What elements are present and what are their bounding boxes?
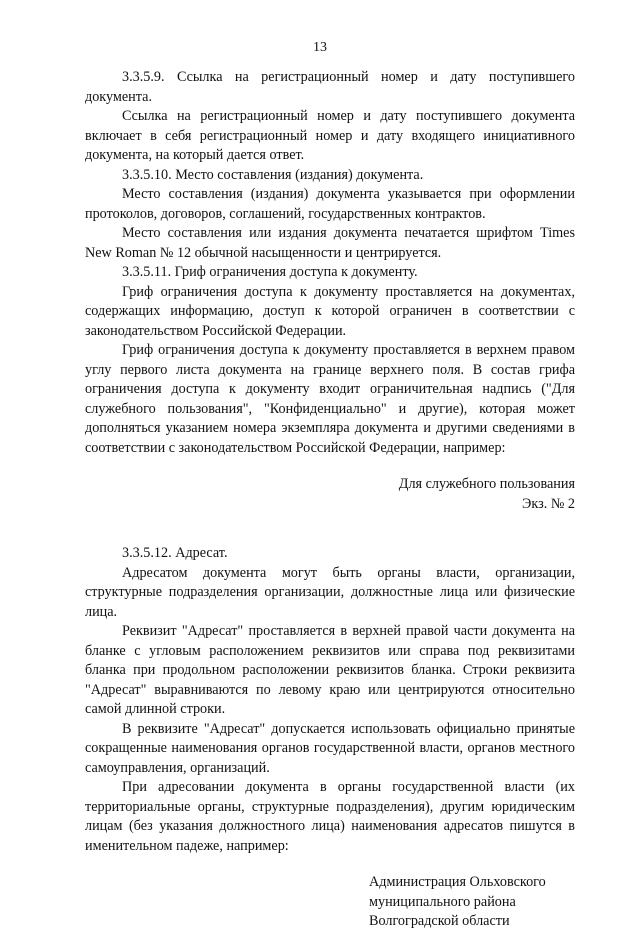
- paragraph: При адресовании документа в органы государственной власти (их территориальные органы, структурные подразделения), другим юридическим лицам (без указания должностного лица) наименования адресатов пишутся в именительном падеже, например:: [85, 779, 575, 854]
- paragraph: Место составления (издания) документа указывается при оформлении протоколов, договоров, соглашений, государственных контрактов.: [85, 186, 575, 222]
- paragraph-heading-3-3-5-12: 3.3.5.12. Адресат.: [122, 545, 228, 561]
- paragraph: В реквизите "Адресат" допускается использовать официально принятые сокращенные наименования органов государственной власти, органов местного самоуправления, организаций.: [85, 720, 575, 776]
- paragraph: Гриф ограничения доступа к документу проставляется в верхнем правом углу первого листа документа на границе верхнего поля. В состав грифа ограничения доступа к документу входит ограничительная надпись ("Для служебного пользования", "Конфиденциально" и другие), которая может дополняться указанием номера экземпляра документа и другими сведениями в соответствии с законодательством Российской Федерации, например:: [85, 342, 575, 456]
- addressee-example: [369, 873, 575, 932]
- paragraph: Адресатом документа могут быть органы власти, организации, структурные подразделения организации, должностные лица или физические лица.: [85, 564, 575, 620]
- paragraph: Ссылка на регистрационный номер и дату поступившего документа включает в себя регистрационный номер и дату входящего инициативного документа, на который дается ответ.: [85, 108, 575, 163]
- document-body: [85, 68, 575, 932]
- restriction-stamp-example: [85, 475, 575, 514]
- paragraph-heading-3-3-5-11: 3.3.5.11. Гриф ограничения доступа к документу.: [122, 264, 418, 280]
- spacer: [85, 514, 575, 544]
- paragraph-heading-3-3-5-9: 3.3.5.9. Ссылка на регистрационный номер и дату поступившего документа.: [85, 69, 575, 105]
- paragraph: Реквизит "Адресат" проставляется в верхней правой части документа на бланке с угловым расположением реквизитов или справа под реквизитами бланка при продольном расположении реквизитов бланка. Строки реквизита "Адресат" выравниваются по левому краю или центрируются относительно самой длинной строки.: [85, 623, 575, 717]
- paragraph: Гриф ограничения доступа к документу проставляется на документах, содержащих информацию, доступ к которой ограничен в соответствии с законодательством Российской Федерации.: [85, 283, 575, 339]
- addressee-line: Администрация Ольховского: [369, 874, 546, 890]
- copy-number-line: Экз. № 2: [522, 495, 575, 512]
- paragraph: Место составления или издания документа печатается шрифтом Times New Roman № 12 обычной насыщенности и центрируется.: [85, 225, 575, 261]
- page-number: 13: [313, 40, 327, 55]
- addressee-line: Волгоградской области: [369, 913, 510, 929]
- paragraph-heading-3-3-5-10: 3.3.5.10. Место составления (издания) документа.: [122, 166, 424, 183]
- restriction-stamp-line: Для служебного пользования: [398, 476, 575, 492]
- addressee-line: муниципального района: [369, 893, 516, 910]
